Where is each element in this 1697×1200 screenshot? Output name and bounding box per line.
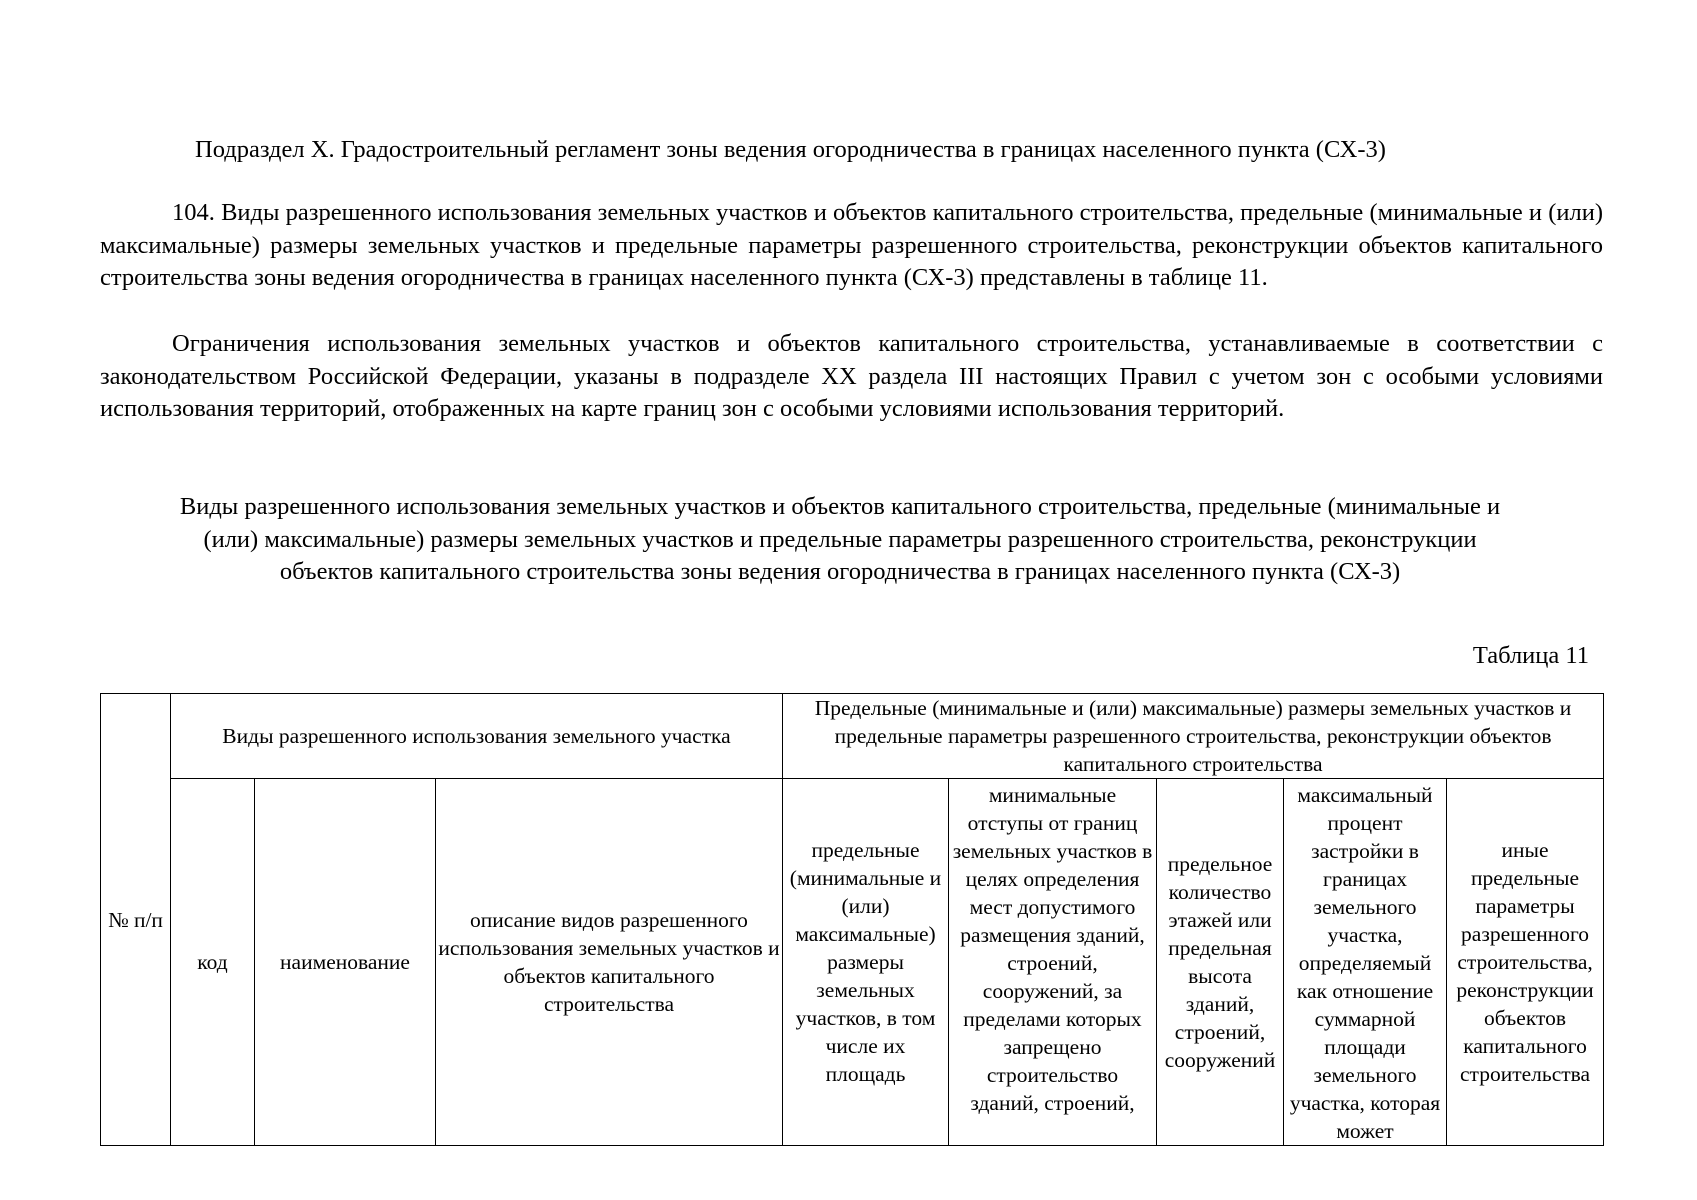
header-cell-coverage: максимальный процент застройки в границах земельного участка, определяемый как отношение суммарной площади земельного участка, которая может <box>1284 779 1447 1146</box>
header-group-permitted-uses: Виды разрешенного использования земельного участка <box>171 694 783 779</box>
header-cell-other: иные предельные параметры разрешенного строительства, реконструкции объектов капитального строительства <box>1447 779 1604 1146</box>
subsection-heading: Подраздел X. Градостроительный регламент зоны ведения огородничества в границах населенного пункта (СХ-3) <box>195 136 1386 163</box>
paragraph-restrictions-block <box>100 328 1603 426</box>
table-header-row-columns <box>101 779 1604 1146</box>
table-header-row-group <box>101 694 1604 779</box>
header-cell-plot-size: предельные (минимальные и (или) максимальные) размеры земельных участков, в том числе их площадь <box>783 779 949 1146</box>
header-cell-code: код <box>171 779 255 1146</box>
header-cell-description: описание видов разрешенного использования земельных участков и объектов капитального строительства <box>436 779 783 1146</box>
header-cell-floors: предельное количество этажей или предельная высота зданий, строений, сооружений <box>1157 779 1284 1146</box>
table-number: Таблица 11 <box>1472 642 1589 669</box>
table-caption: Виды разрешенного использования земельных участков и объектов капитального строительства, предельные (минимальные и (или) максимальные) размеры земельных участков и предельные параметры разрешенного строительства, реконструкции объектов капитального строительства зоны ведения огородничества в границах населенного пункта (СХ-3) <box>179 493 1501 585</box>
header-cell-number: № п/п <box>101 694 171 1146</box>
header-cell-name: наименование <box>255 779 436 1146</box>
paragraph-104: 104. Виды разрешенного использования земельных участков и объектов капитального строительства, предельные (минимальные и (или) максимальные) размеры земельных участков и предельные параметры разрешенного строительства, реконструкции объектов капитального строительства зоны ведения огородничества в границах населенного пункта (СХ-3) представлены в таблице 11. <box>100 199 1603 291</box>
regulations-table <box>100 693 1604 1146</box>
header-group-limits: Предельные (минимальные и (или) максимальные) размеры земельных участков и предельные параметры разрешенного строительства, реконструкции объектов капитального строительства <box>783 694 1604 779</box>
paragraph-restrictions: Ограничения использования земельных участков и объектов капитального строительства, устанавливаемые в соответствии с законодательством Российской Федерации, указаны в подразделе XX раздела III настоящих Правил с учетом зон с особыми условиями использования территорий, отображенных на карте границ зон с особыми условиями использования территорий. <box>100 330 1603 422</box>
header-cell-setbacks: минимальные отступы от границ земельных участков в целях определения мест допустимого размещения зданий, строений, сооружений, за пределами которых запрещено строительство зданий, строений, <box>949 779 1157 1146</box>
paragraph-104-block <box>100 197 1603 295</box>
